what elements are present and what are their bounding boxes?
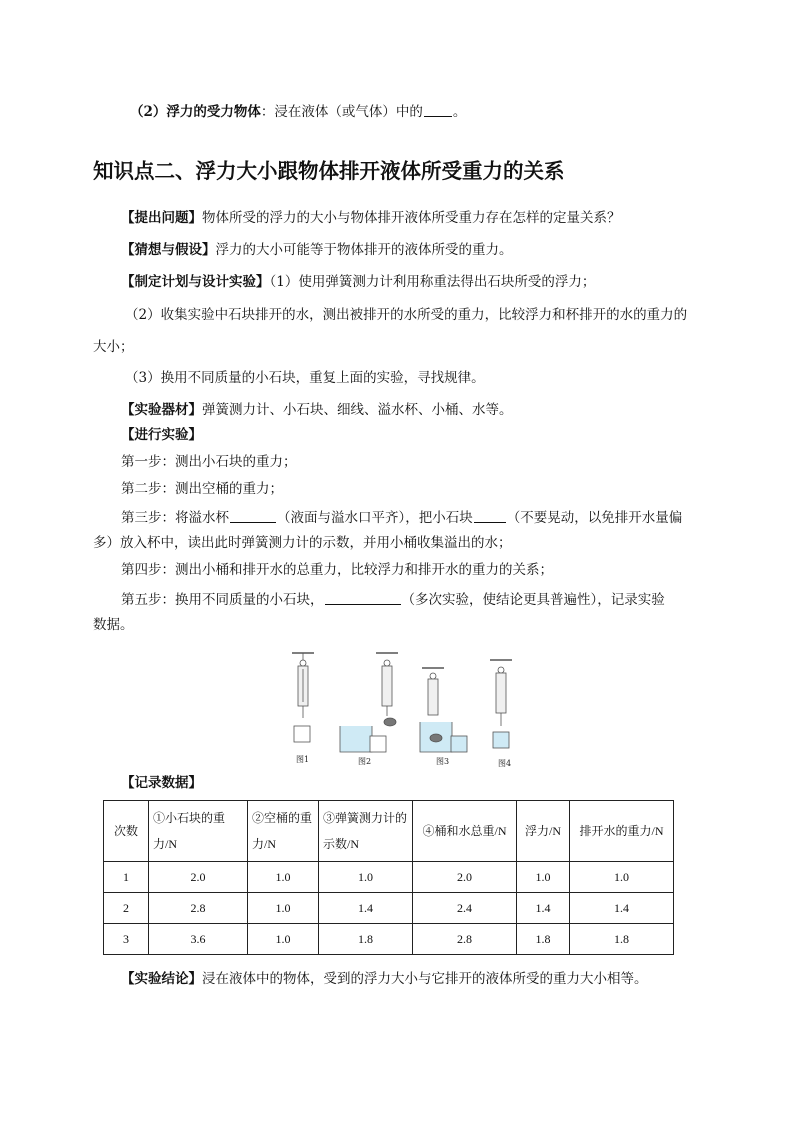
question-line [121, 212, 621, 226]
step-3-part-2: （液面与溢水口平齐），把小石块 [277, 510, 473, 526]
receiver-text: ：浸在液体（或气体）中的 [260, 104, 423, 120]
cell: 1.4 [319, 893, 413, 924]
equipment-line [121, 404, 513, 418]
step-5-part-2: （多次实验，使结论更具普遍性），记录实验 [401, 592, 665, 608]
section-heading: 知识点二、浮力大小跟物体排开液体所受重力的关系 [93, 159, 565, 183]
step-3 [121, 510, 682, 526]
receiver-end: 。 [452, 104, 467, 120]
step-3-blank-2[interactable] [474, 510, 506, 523]
header-displaced-weight: 排开水的重力/N [570, 801, 674, 862]
plan-text-1: （1）使用弹簧测力计利用称重法得出石块所受的浮力； [269, 274, 596, 290]
plan-line-3: （3）换用不同质量的小石块，重复上面的实验，寻找规律。 [125, 370, 485, 386]
table-header-row [104, 801, 674, 862]
cell: 2.0 [413, 862, 517, 893]
cell: 2 [104, 893, 149, 924]
header-total-weight: ④桶和水总重/N [413, 801, 517, 862]
cell: 1.4 [570, 893, 674, 924]
overflow-cup-2 [340, 653, 398, 752]
question-text: 物体所受的浮力的大小与物体排开液体所受重力存在怎样的定量关系？ [202, 210, 621, 226]
answer-blank[interactable] [424, 104, 452, 117]
conclusion-text: 浸在液体中的物体，受到的浮力大小与它排开的液体所受的重力大小相等。 [202, 971, 648, 987]
cell: 1.4 [517, 893, 570, 924]
plan-line-1 [121, 276, 595, 290]
conclusion-line [121, 973, 648, 987]
cell: 2.4 [413, 893, 517, 924]
header-scale-reading: ③弹簧测力计的示数/N [319, 801, 413, 862]
equipment-text: 弹簧测力计、小石块、细线、溢水杯、小桶、水等。 [202, 402, 513, 418]
cell: 2.0 [149, 862, 248, 893]
figure-label-3: 图3 [436, 757, 450, 766]
record-tag: 【记录数据】 [121, 775, 202, 791]
plan-tag: 【制定计划与设计实验】 [121, 274, 270, 290]
cell: 1.8 [570, 924, 674, 955]
step-5 [121, 592, 665, 608]
data-table [103, 800, 674, 955]
step-1: 第一步：测出小石块的重力； [121, 454, 297, 470]
step-3-cont: 多）放入杯中，读出此时弹簧测力计的示数，并用小桶收集溢出的水； [93, 535, 512, 551]
cell: 1 [104, 862, 149, 893]
cell: 1.0 [248, 924, 319, 955]
step-4: 第四步：测出小桶和排开水的总重力，比较浮力和排开水的重力的关系； [121, 562, 553, 578]
header-bucket-weight: ②空桶的重力/N [248, 801, 319, 862]
step-3-part-1: 第三步：将溢水杯 [121, 510, 229, 526]
table-row [104, 862, 674, 893]
plan-line-2b: 大小； [93, 339, 134, 355]
header-stone-weight: ①小石块的重力/N [149, 801, 248, 862]
figure-label-4: 图4 [498, 759, 512, 768]
conclusion-tag: 【实验结论】 [121, 971, 202, 987]
table-row [104, 893, 674, 924]
header-buoyancy: 浮力/N [517, 801, 570, 862]
cell: 1.8 [517, 924, 570, 955]
plan-line-2: （2）收集实验中石块排开的水，测出被排开的水所受的重力，比较浮力和杯排开的水的重力的 [125, 307, 688, 323]
receiver-label: （2）浮力的受力物体 [130, 104, 261, 120]
cell: 1.0 [517, 862, 570, 893]
experiment-figure [290, 650, 520, 770]
hypothesis-line [121, 244, 513, 258]
cell: 1.0 [248, 862, 319, 893]
hypothesis-tag: 【猜想与假设】 [121, 242, 216, 258]
step-5-cont: 数据。 [93, 617, 134, 633]
question-tag: 【提出问题】 [121, 210, 202, 226]
step-5-part-1: 第五步：换用不同质量的小石块， [121, 592, 324, 608]
step-2: 第二步：测出空桶的重力； [121, 481, 283, 497]
table-row [104, 924, 674, 955]
cell: 1.0 [248, 893, 319, 924]
cell: 3.6 [149, 924, 248, 955]
line-receiver [130, 104, 466, 120]
cell: 1.0 [570, 862, 674, 893]
step-5-blank[interactable] [325, 592, 401, 605]
procedure-tag: 【进行实验】 [121, 427, 202, 443]
spring-scale-4 [490, 660, 512, 748]
equipment-tag: 【实验器材】 [121, 402, 202, 418]
cell: 2.8 [413, 924, 517, 955]
step-3-blank-1[interactable] [230, 510, 276, 523]
header-count: 次数 [104, 801, 149, 862]
figure-label-1: 图1 [296, 755, 310, 764]
cell: 2.8 [149, 893, 248, 924]
cell: 3 [104, 924, 149, 955]
figure-label-2: 图2 [358, 757, 372, 766]
cell: 1.8 [319, 924, 413, 955]
spring-scale-1 [292, 653, 314, 742]
overflow-cup-3 [420, 668, 467, 752]
hypothesis-text: 浮力的大小可能等于物体排开的液体所受的重力。 [215, 242, 513, 258]
step-3-part-3: （不要晃动，以免排开水量偏 [506, 510, 683, 526]
cell: 1.0 [319, 862, 413, 893]
